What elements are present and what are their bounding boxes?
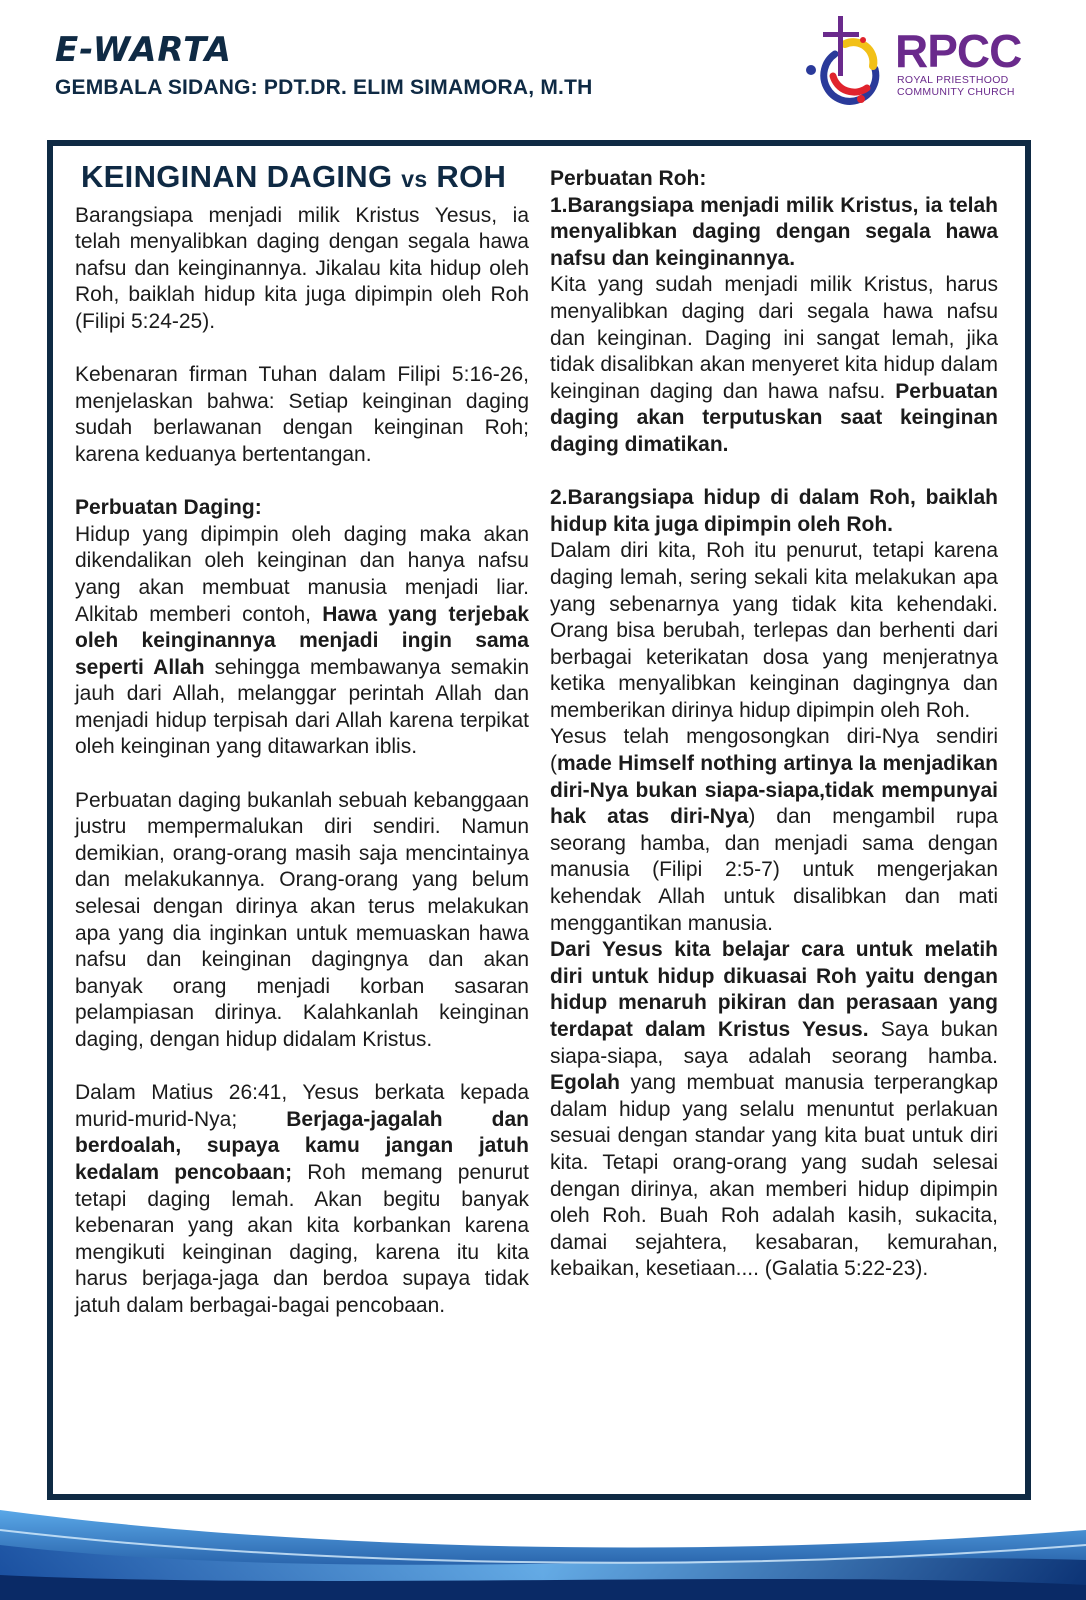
text-run: Roh memang penurut tetapi daging lemah. Akan begitu banyak kebenaran yang akan kita korbankan karena mengikuti keinginan daging, karena itu kita harus berjaga-jaga dan berdoa supaya tidak jatuh dalam berbagai-bagai pencobaan. [75, 1160, 529, 1317]
text-run: sehingga membawanya semakin jauh dari Allah, melanggar perintah Allah dan menjadi hidup terpisah dari Allah karena terpikat oleh keinginan yang ditawarkan iblis. [75, 655, 529, 759]
paragraph [550, 724, 998, 937]
paragraph: Perbuatan daging bukanlah sebuah kebanggaan justru mempermalukan diri sendiri. Namun demikian, orang-orang masih saja mencintainya dan melakukannya. Orang-orang yang belum selesai dengan dirinya akan terus melakukan apa yang dia inginkan untuk memuaskan hawa nafsu dan keinginan dagingnya dan akan banyak orang menjadi korban sasaran pelampiasan dirinya. Kalahkanlah keinginan daging, dengan hidup didalam Kristus. [75, 788, 529, 1051]
paragraph [550, 272, 998, 458]
bold-text: Hawa yang terjebak oleh keinginannya menjadi ingin sama seperti Allah [75, 602, 529, 679]
bold-text: made Himself nothing artinya Ia menjadikan diri-Nya bukan siapa-siapa,tidak mempunyai hak atas diri-Nya [550, 752, 998, 829]
bold-text: Egolah [550, 1071, 621, 1095]
header [0, 0, 1086, 140]
point-heading-2: 2.Barangsiapa hidup di dalam Roh, baiklah hidup kita juga dipimpin oleh Roh. [550, 486, 998, 536]
paragraph [75, 522, 529, 761]
text-run: Saya bukan siapa-siapa, saya adalah seorang hamba. [550, 1018, 998, 1068]
brand-title: E-WARTA [55, 30, 232, 70]
logo-subtitle [897, 74, 1015, 98]
text-run: Yesus telah mengosongkan diri-Nya sendiri ( [550, 725, 998, 776]
bold-text: Dari Yesus kita belajar cara untuk melatih diri untuk hidup dikuasai Roh yaitu dengan hidup menaruh pikiran dan perasaan yang terdapat dalam Kristus Yesus. [550, 938, 998, 1041]
text-run: ) dan mengambil rupa seorang hamba, dan menjadi sama dengan manusia (Filipi 2:5-7) untuk mengerjakan kehendak Allah untuk disalibkan dan mati menggantikan manusia. [550, 805, 998, 935]
logo-name: RPCC [895, 25, 1022, 77]
text-run: Kita yang sudah menjadi milik Kristus, harus menyalibkan daging dari segala hawa nafsu dan keinginan. Daging ini sangat lemah, jika tidak disalibkan akan menyeret kita hidup dalam keinginan daging dan hawa nafsu. [550, 273, 998, 403]
church-logo [805, 14, 1055, 106]
section-heading-roh: Perbuatan Roh: [550, 167, 707, 190]
section-heading-daging: Perbuatan Daging: [75, 496, 262, 520]
paragraph: Kebenaran firman Tuhan dalam Filipi 5:16-26, menjelaskan bahwa: Setiap keinginan daging sudah berlawanan dengan keinginan Roh; karena keduanya bertentangan. [75, 363, 529, 466]
title-vs: vs [401, 166, 428, 192]
paragraph: Barangsiapa menjadi milik Kristus Yesus, ia telah menyalibkan daging dengan segala hawa nafsu dan keinginannya. Jikalau kita hidup oleh Roh, baiklah hidup kita juga dipimpin oleh Roh (Filipi 5:24-25). [75, 203, 529, 333]
text-run: yang membuat manusia terperangkap dalam hidup yang selalu menuntut perlakuan sesuai dengan standar yang kita buat untuk diri kita. Tetapi orang-orang yang sudah selesai dengan dirinya, akan memberi hidup dipimpin oleh Roh. Buah Roh adalah kasih, sukacita, damai sejahtera, kesabaran, kemurahan, kebaikan, kesetiaan.... (Galatia 5:22-23). [550, 1071, 998, 1281]
paragraph [550, 937, 998, 1283]
title-part-b: ROH [427, 159, 507, 194]
article-title [81, 159, 529, 194]
rpcc-logo-icon [805, 14, 885, 106]
left-column [75, 146, 529, 1320]
paragraph: Dalam diri kita, Roh itu penurut, tetapi karena daging lemah, sering sekali kita melakukan apa yang sebenarnya yang tidak kita kehendaki. Orang bisa berubah, terlepas dan berhenti dari berbagai keterikatan dosa yang menjeratnya ketika menyalibkan keinginan dagingnya dan memberikan dirinya hidup dipimpin oleh Roh. [550, 539, 998, 722]
bold-text: Perbuatan daging akan terputuskan saat keinginan daging dimatikan. [550, 379, 998, 456]
right-column [550, 166, 998, 1283]
logo-sub-line1: ROYAL PRIESTHOOD [897, 74, 1009, 86]
paragraph [75, 1080, 529, 1319]
footer-wave-decoration [0, 1490, 1086, 1600]
title-part-a: KEINGINAN DAGING [81, 159, 402, 194]
bold-text: Berjaga-jagalah dan berdoalah, supaya kamu jangan jatuh kedalam pencobaan; [75, 1107, 529, 1184]
text-run: Hidup yang dipimpin oleh daging maka akan dikendalikan oleh keinginan dan hanya nafsu yang akan membuat manusia menjadi liar. Alkitab memberi contoh, [75, 522, 529, 626]
article-frame [47, 140, 1031, 1500]
logo-sub-line2: COMMUNITY CHURCH [897, 86, 1015, 98]
point-heading-1: 1.Barangsiapa menjadi milik Kristus, ia telah menyalibkan daging dengan segala hawa nafsu dan keinginannya. [550, 193, 998, 270]
pastor-line: GEMBALA SIDANG: PDT.DR. ELIM SIMAMORA, M.TH [55, 76, 593, 99]
text-run: Dalam Matius 26:41, Yesus berkata kepada murid-murid-Nya; [75, 1081, 529, 1131]
